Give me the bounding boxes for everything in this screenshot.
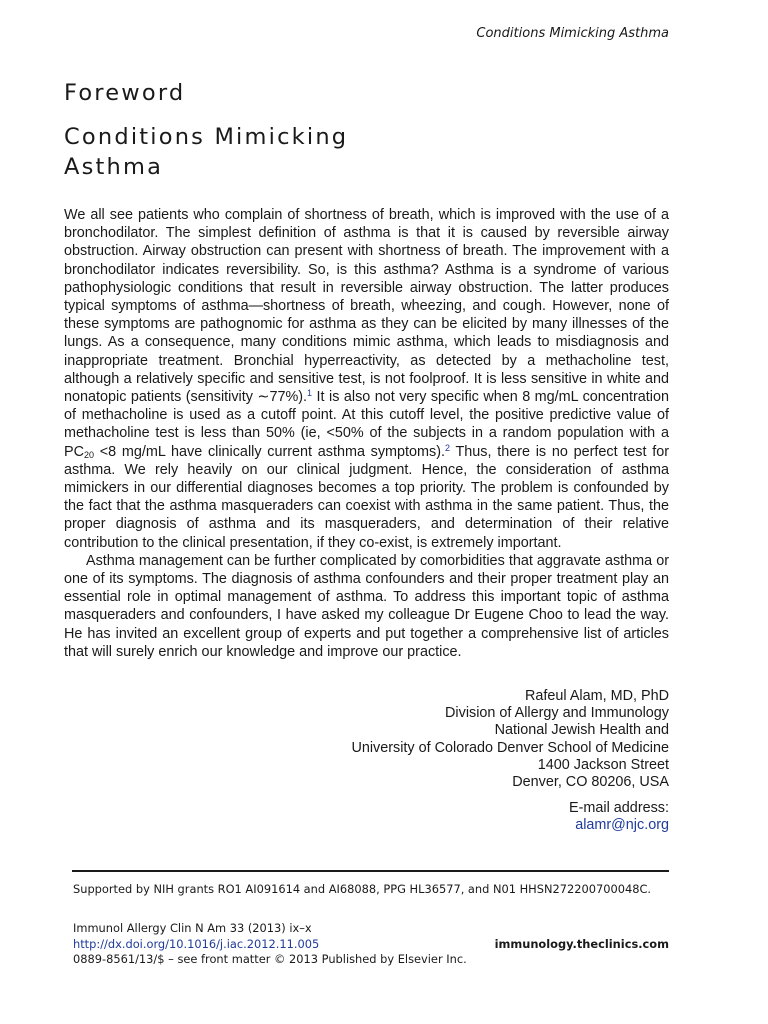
email-link[interactable]: alamr@njc.org bbox=[575, 817, 669, 834]
pc20-subscript: 20 bbox=[84, 449, 95, 460]
paragraph-1-part-b: It is also not very specific when 8 mg/mL concentration of methacholine is used as a cutoff point. At this cutoff level, the positive predictive value of methacholine test is less than 50% (ie, <50% of the subjects in a random population with a PC bbox=[64, 389, 669, 460]
copyright-line: 0889-8561/13/$ – see front matter © 2013 Published by Elsevier Inc. bbox=[73, 952, 467, 966]
author-city: Denver, CO 80206, USA bbox=[512, 774, 669, 791]
paragraph-1-part-c: <8 mg/mL have clinically current asthma symptoms). bbox=[94, 443, 446, 460]
author-institution: National Jewish Health and bbox=[494, 722, 669, 739]
running-head: Conditions Mimicking Asthma bbox=[476, 26, 669, 41]
paragraph-2: Asthma management can be further complicated by comorbidities that aggravate asthma or one of its symptoms. The diagnosis of asthma confounders and their proper treatment play an essential role in optimal management of asthma. To address this important topic of asthma masqueraders and confounders, I have asked my colleague Dr Eugene Choo to lead the way. He has invited an excellent group of experts and put together a comprehensive list of articles that will surely enrich our knowledge and improve our practice. bbox=[64, 552, 669, 660]
paragraph-1 bbox=[64, 206, 669, 552]
journal-site: immunology.theclinics.com bbox=[494, 936, 669, 951]
section-kicker: Foreword bbox=[64, 80, 186, 106]
email-block bbox=[351, 800, 669, 834]
reference-2-link[interactable]: 2 bbox=[445, 442, 451, 453]
author-street: 1400 Jackson Street bbox=[537, 756, 669, 773]
footnote-divider bbox=[72, 870, 669, 872]
funding-footnote: Supported by NIH grants RO1 AI091614 and AI68088, PPG HL36577, and N01 HHSN272200700048C. bbox=[73, 882, 652, 896]
paragraph-1-part-d: Thus, there is no perfect test for asthma. We rely heavily on our clinical judgment. Hence, the consideration of asthma mimickers in our differential diagnoses becomes a top priority. The problem is confounded by the fact that the asthma masqueraders can coexist with asthma in the same patient. Thus, the proper diagnosis of asthma and its masqueraders, and determination of their relative contribution to the clinical presentation, if they co-exist, is extremely important. bbox=[64, 443, 669, 551]
page-footer bbox=[73, 921, 669, 968]
doi-link[interactable]: http://dx.doi.org/10.1016/j.iac.2012.11.005 bbox=[73, 936, 320, 951]
author-division: Division of Allergy and Immunology bbox=[445, 705, 669, 722]
journal-citation: Immunol Allergy Clin N Am 33 (2013) ix–x bbox=[73, 921, 312, 935]
paragraph-1-part-a: We all see patients who complain of shortness of breath, which is improved with the use of a bronchodilator. The simplest definition of asthma is that it is caused by reversible airway obstruction. Airway obstruction can present with shortness of breath. The improvement with a bronchodilator indicates reversibility. So, is this asthma? Asthma is a syndrome of various pathophysiologic conditions that result in reversible airway obstruction. The latter produces typical symptoms of asthma—shortness of breath, wheezing, and cough. However, none of these symptoms are pathognomic for asthma as they can be elicited by many illnesses of the lungs. As a consequence, many conditions mimic asthma, which leads to misdiagnosis and inappropriate treatment. Bronchial hyperreactivity, as detected by a methacholine test, although a relatively specific and sensitive test, is not foolproof. It is less sensitive in white and nonatopic patients (sensitivity ∼77%). bbox=[64, 207, 669, 406]
author-signature bbox=[351, 688, 669, 835]
author-university: University of Colorado Denver School of Medicine bbox=[351, 739, 669, 756]
title-block bbox=[64, 78, 348, 182]
article-title: Conditions Mimicking Asthma bbox=[64, 124, 349, 180]
author-name: Rafeul Alam, MD, PhD bbox=[525, 688, 669, 704]
email-label: E-mail address: bbox=[569, 800, 669, 817]
footer-row bbox=[73, 937, 669, 953]
article-body bbox=[64, 206, 669, 661]
reference-1-link[interactable]: 1 bbox=[307, 388, 313, 399]
